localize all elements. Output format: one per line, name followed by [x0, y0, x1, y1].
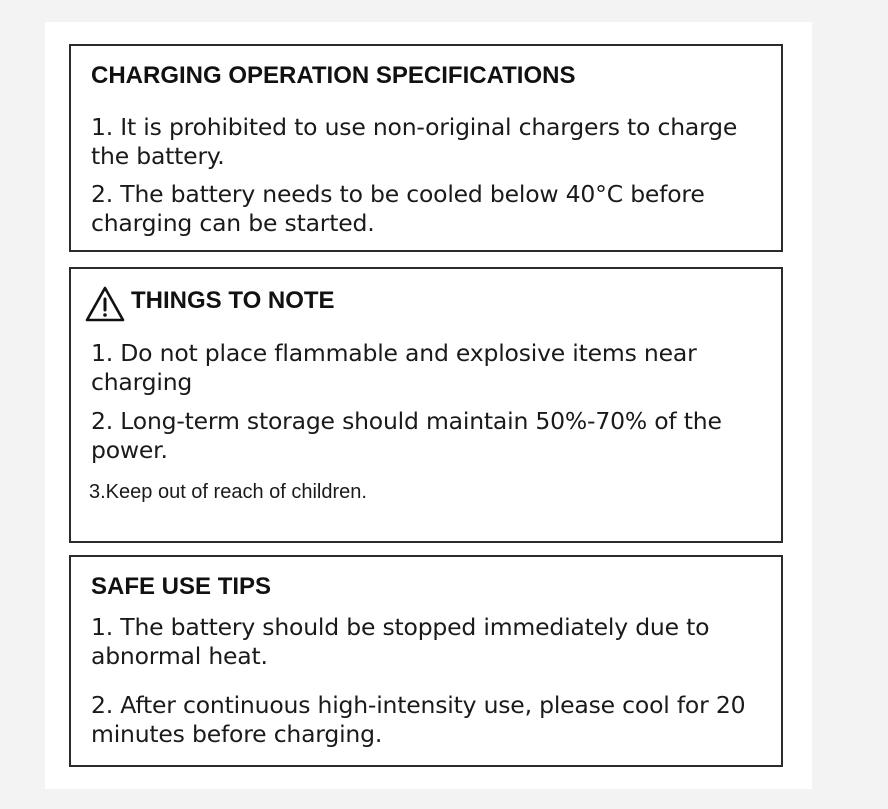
note-item-2: 2. Long-term storage should maintain 50%-70% of the power. [91, 407, 722, 464]
charging-specifications-heading: CHARGING OPERATION SPECIFICATIONS [91, 62, 576, 89]
note-item-3: 3.Keep out of reach of children. [89, 481, 367, 503]
safe-use-item-2: 2. After continuous high-intensity use, please cool for 20 minutes before charging. [91, 691, 746, 748]
charging-item-1: 1. It is prohibited to use non-original chargers to charge the battery. [91, 113, 738, 170]
instruction-sheet [45, 22, 812, 789]
safe-use-tips-heading: SAFE USE TIPS [91, 573, 272, 600]
note-item-1: 1. Do not place flammable and explosive items near charging [91, 339, 697, 396]
charging-specifications-box [69, 44, 783, 252]
safe-use-tips-box [69, 555, 783, 767]
warning-triangle-icon [85, 286, 125, 322]
charging-item-2: 2. The battery needs to be cooled below 40°C before charging can be started. [91, 180, 705, 237]
things-to-note-box [69, 267, 783, 543]
things-to-note-heading: THINGS TO NOTE [131, 287, 335, 314]
safe-use-item-1: 1. The battery should be stopped immediately due to abnormal heat. [91, 613, 710, 670]
